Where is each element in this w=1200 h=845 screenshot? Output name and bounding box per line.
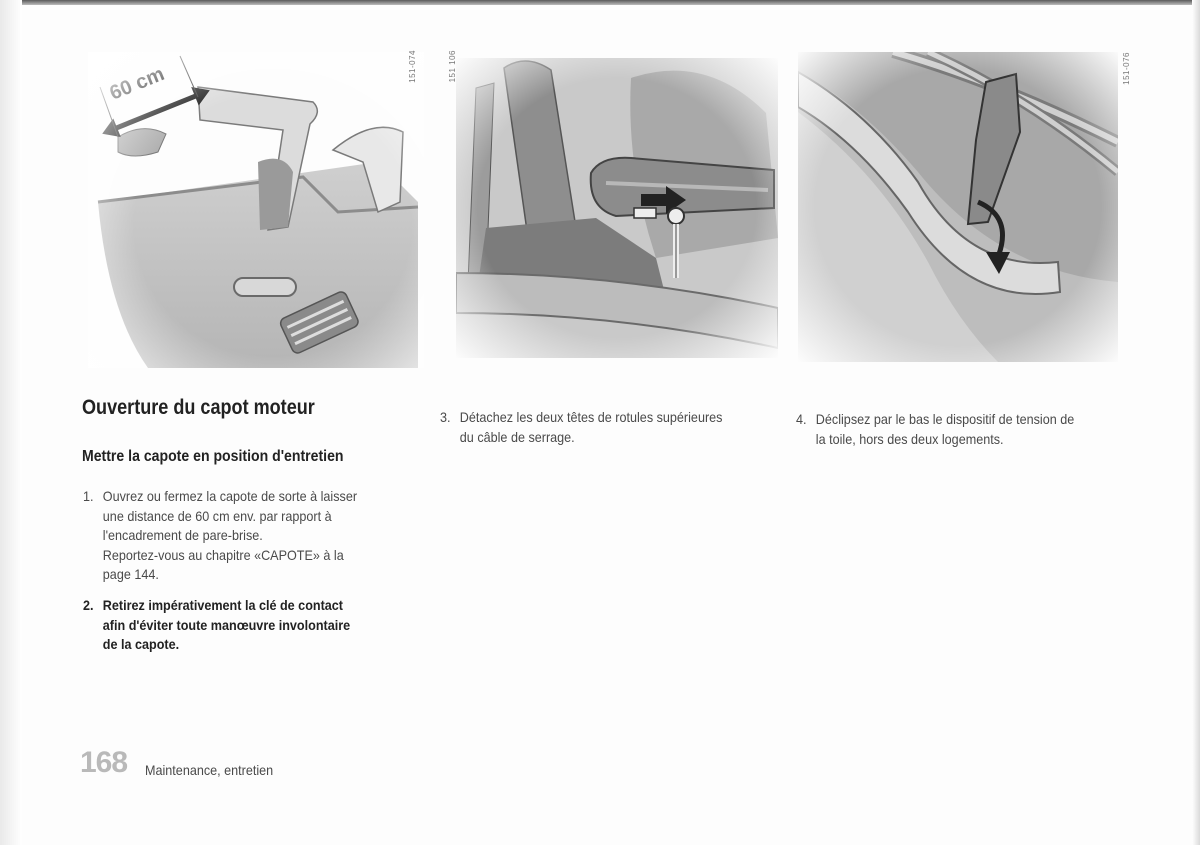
step-2 <box>83 596 443 656</box>
page-number: 168 <box>80 746 128 779</box>
step-text: Déclipsez par le bas le dispositif de tension de la toile, hors des deux logements. <box>815 411 1075 447</box>
car-side-measure-illustration <box>88 52 424 368</box>
figure-code: 151-074 <box>408 50 417 83</box>
ball-joint-detach-illustration <box>456 58 778 358</box>
step-number: 3. <box>440 409 451 425</box>
figure-roof-distance <box>88 52 424 368</box>
step-1 <box>83 487 434 587</box>
section-title: Ouverture du capot moteur <box>82 396 315 419</box>
figure-tension-clip <box>798 52 1118 362</box>
step-3 <box>440 408 800 448</box>
section-subtitle: Mettre la capote en position d'entretien <box>82 448 344 465</box>
figure-ball-joints <box>456 58 778 358</box>
chapter-name: Maintenance, entretien <box>145 762 274 778</box>
figure-code: 151 106 <box>448 50 457 83</box>
step-4 <box>796 410 1156 450</box>
step-text: Retirez impérativement la clé de contact afin d'éviter toute manœuvre involontaire de la capote. <box>102 597 351 652</box>
step-number: 1. <box>83 488 94 504</box>
tension-clip-unclip-illustration <box>798 52 1118 362</box>
step-text: Ouvrez ou fermez la capote de sorte à laisser une distance de 60 cm env. par rapport à l'encadrement de pare-brise. Reportez-vous au chapitre «CAPOTE» à la page 144. <box>102 488 358 582</box>
step-number: 2. <box>83 597 94 613</box>
step-number: 4. <box>796 411 807 427</box>
figure-code: 151-076 <box>1122 52 1131 85</box>
page-binding-shadow <box>0 0 22 845</box>
page-top-edge <box>0 0 1200 5</box>
step-text: Détachez les deux têtes de rotules supérieures du câble de serrage. <box>459 409 723 445</box>
page-right-edge <box>1192 0 1200 845</box>
